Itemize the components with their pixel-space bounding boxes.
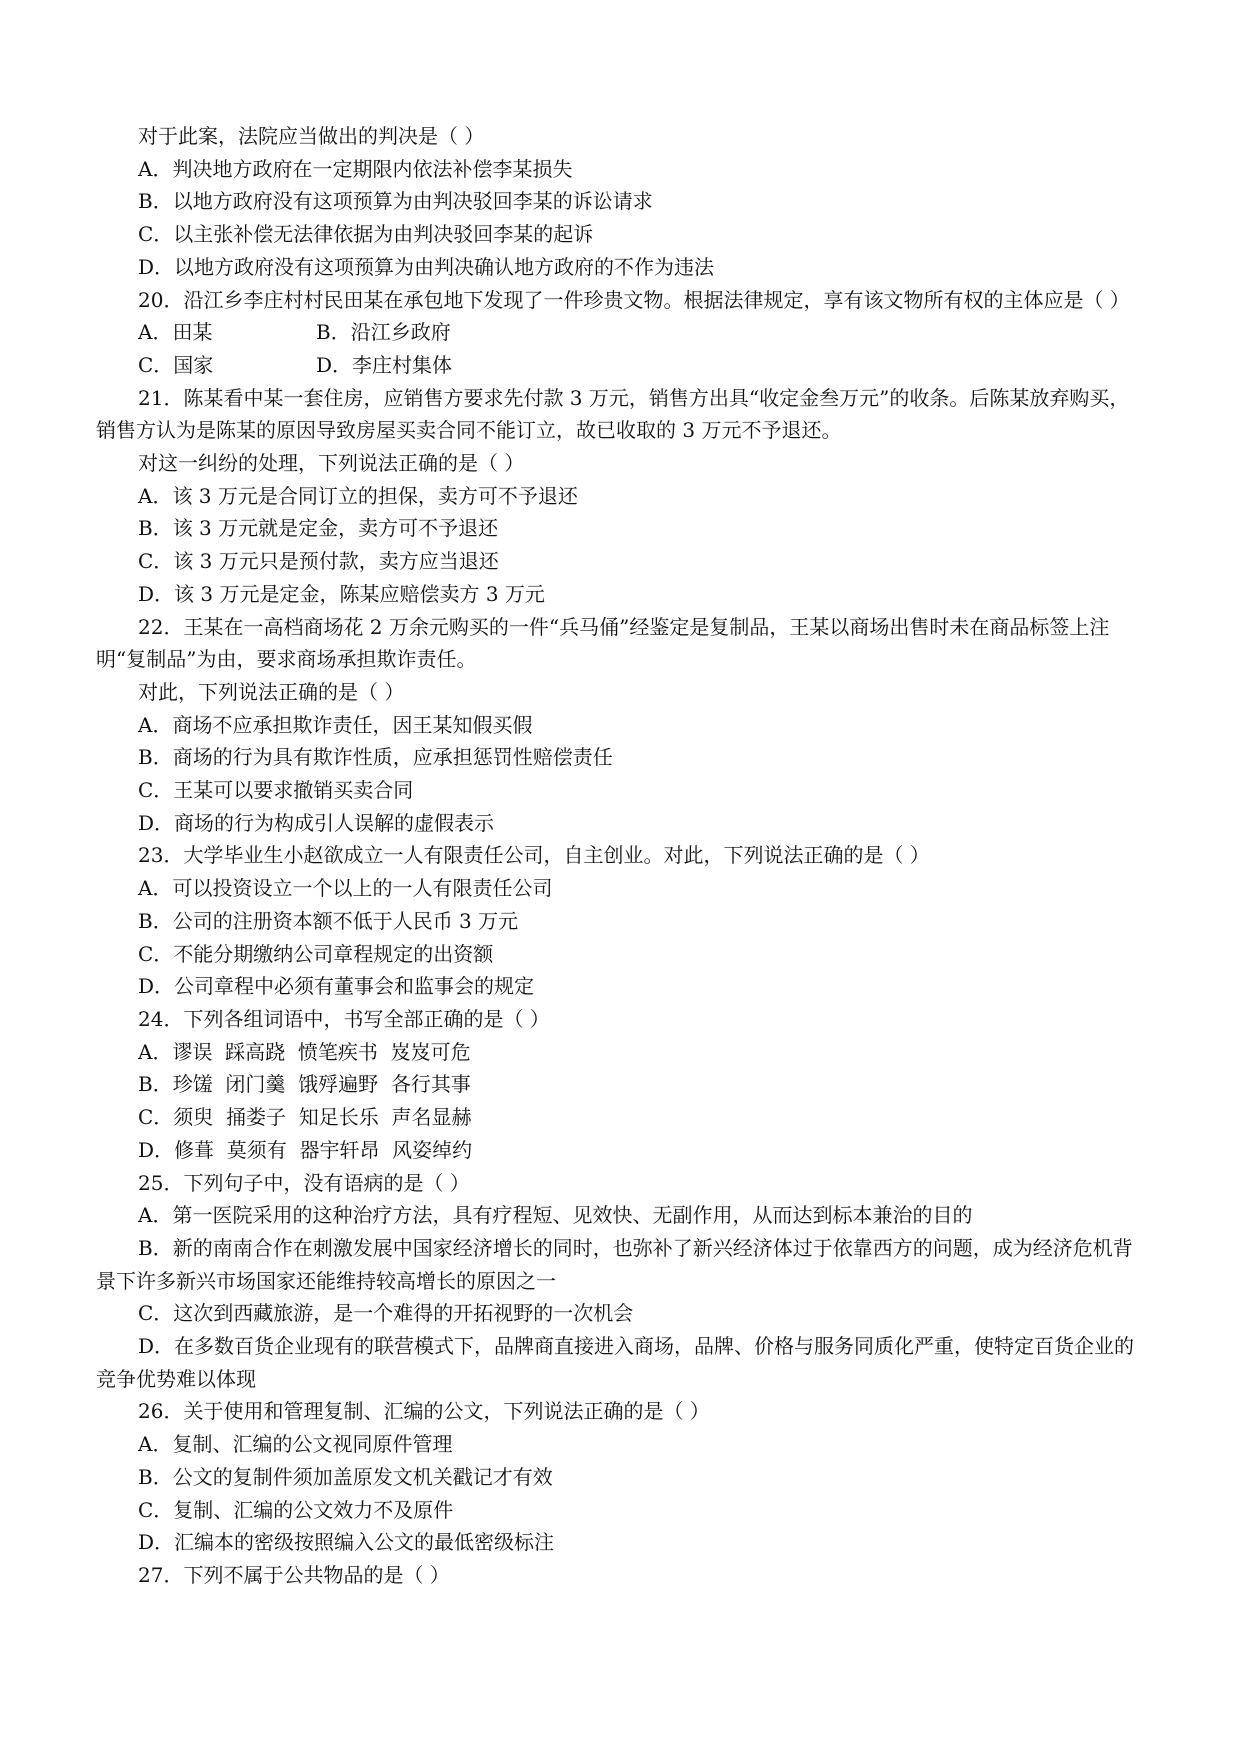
option-text: D．李庄村集体 [316,352,453,377]
option-line: C．复制、汇编的公文效力不及原件 [138,1497,454,1522]
option-line: D．修葺 莫须有 器宇轩昂 风姿绰约 [138,1137,473,1162]
option-line: C．不能分期缴纳公司章程规定的出资额 [138,941,494,966]
question-paragraph: D．在多数百货企业现有的联营模式下，品牌商直接进入商场，品牌、价格与服务同质化严重，使特定百货企业的竞争优势难以体现 [96,1334,1135,1391]
option-line: B．该 3 万元就是定金，卖方可不予退还 [138,516,499,541]
prompt-line: 对此，下列说法正确的是（ ） [138,679,405,704]
option-line: D．汇编本的密级按照编入公文的最低密级标注 [138,1530,555,1555]
option-line: C．以主张补偿无法律依据为由判决驳回李某的起诉 [138,222,594,247]
option-line: A．判决地方政府在一定期限内依法补偿李某损失 [138,156,573,181]
option-line: D．该 3 万元是定金，陈某应赔偿卖方 3 万元 [138,581,545,606]
option-line: B．珍馐 闭门羹 饿殍遍野 各行其事 [138,1072,471,1097]
prompt-line: 对这一纠纷的处理，下列说法正确的是（ ） [138,451,525,476]
option-line: D．商场的行为构成引人误解的虚假表示 [138,810,495,835]
option-text: B．沿江乡政府 [316,320,451,345]
question-paragraph: B．新的南南合作在刺激发展中国家经济增长的同时，也弥补了新兴经济体过于依靠西方的问题，成为经济危机背景下许多新兴市场国家还能维持较高增长的原因之一 [96,1235,1133,1293]
option-pair-row [96,316,1144,349]
option-line: B．公文的复制件须加盖原发文机关戳记才有效 [138,1464,553,1489]
question-paragraph: 20．沿江乡李庄村村民田某在承包地下发现了一件珍贵文物。根据法律规定，享有该文物所有权的主体应是（ ） [138,287,1130,312]
option-line: B．以地方政府没有这项预算为由判决驳回李某的诉讼请求 [138,189,653,214]
question-paragraph: 22．王某在一高档商场花 2 万余元购买的一件“兵马俑”经鉴定是复制品，王某以商场出售时未在商品标签上注明“复制品”为由，要求商场承担欺诈责任。 [96,614,1110,672]
option-line: C．该 3 万元只是预付款，卖方应当退还 [138,549,499,574]
option-text: A．田某 [138,320,213,345]
question-paragraph: 26．关于使用和管理复制、汇编的公文，下列说法正确的是（ ） [138,1399,710,1424]
option-line: C．这次到西藏旅游，是一个难得的开拓视野的一次机会 [138,1301,634,1326]
option-line: A．第一医院采用的这种治疗方法，具有疗程短、见效快、无副作用，从而达到标本兼治的目的 [138,1203,973,1228]
question-paragraph: 21．陈某看中某一套住房，应销售方要求先付款 3 万元，销售方出具“收定金叁万元”的收条。后陈某放弃购买，销售方认为是陈某的原因导致房屋买卖合同不能订立，故已收取的 3 万元不予退还。 [96,385,1130,443]
option-line: A．该 3 万元是合同订立的担保，卖方可不予退还 [138,483,578,508]
option-line: C．王某可以要求撤销买卖合同 [138,778,414,803]
option-line: D．公司章程中必须有董事会和监事会的规定 [138,974,535,999]
option-line: A．可以投资设立一个以上的一人有限责任公司 [138,876,553,901]
question-paragraph: 27．下列不属于公共物品的是（ ） [138,1562,450,1587]
option-line: A．商场不应承担欺诈责任，因王某知假买假 [138,712,533,737]
option-line: C．须臾 捅娄子 知足长乐 声名显赫 [138,1105,472,1130]
option-line: A．谬误 踩高跷 愤笔疾书 岌岌可危 [138,1039,471,1064]
option-pair-row [96,349,1144,382]
question-paragraph: 23．大学毕业生小赵欲成立一人有限责任公司，自主创业。对此，下列说法正确的是（ ） [138,843,930,868]
prompt-line: 对于此案，法院应当做出的判决是（ ） [138,124,485,148]
option-line: B．公司的注册资本额不低于人民币 3 万元 [138,908,519,933]
question-paragraph: 25．下列句子中，没有语病的是（ ） [138,1170,470,1195]
option-line: D．以地方政府没有这项预算为由判决确认地方政府的不作为违法 [138,254,715,279]
option-line: B．商场的行为具有欺诈性质，应承担惩罚性赔偿责任 [138,745,613,770]
question-paragraph: 24．下列各组词语中，书写全部正确的是（ ） [138,1006,550,1031]
option-text: C．国家 [138,352,214,377]
option-line: A．复制、汇编的公文视同原件管理 [138,1432,453,1457]
document-body [96,120,1144,1592]
